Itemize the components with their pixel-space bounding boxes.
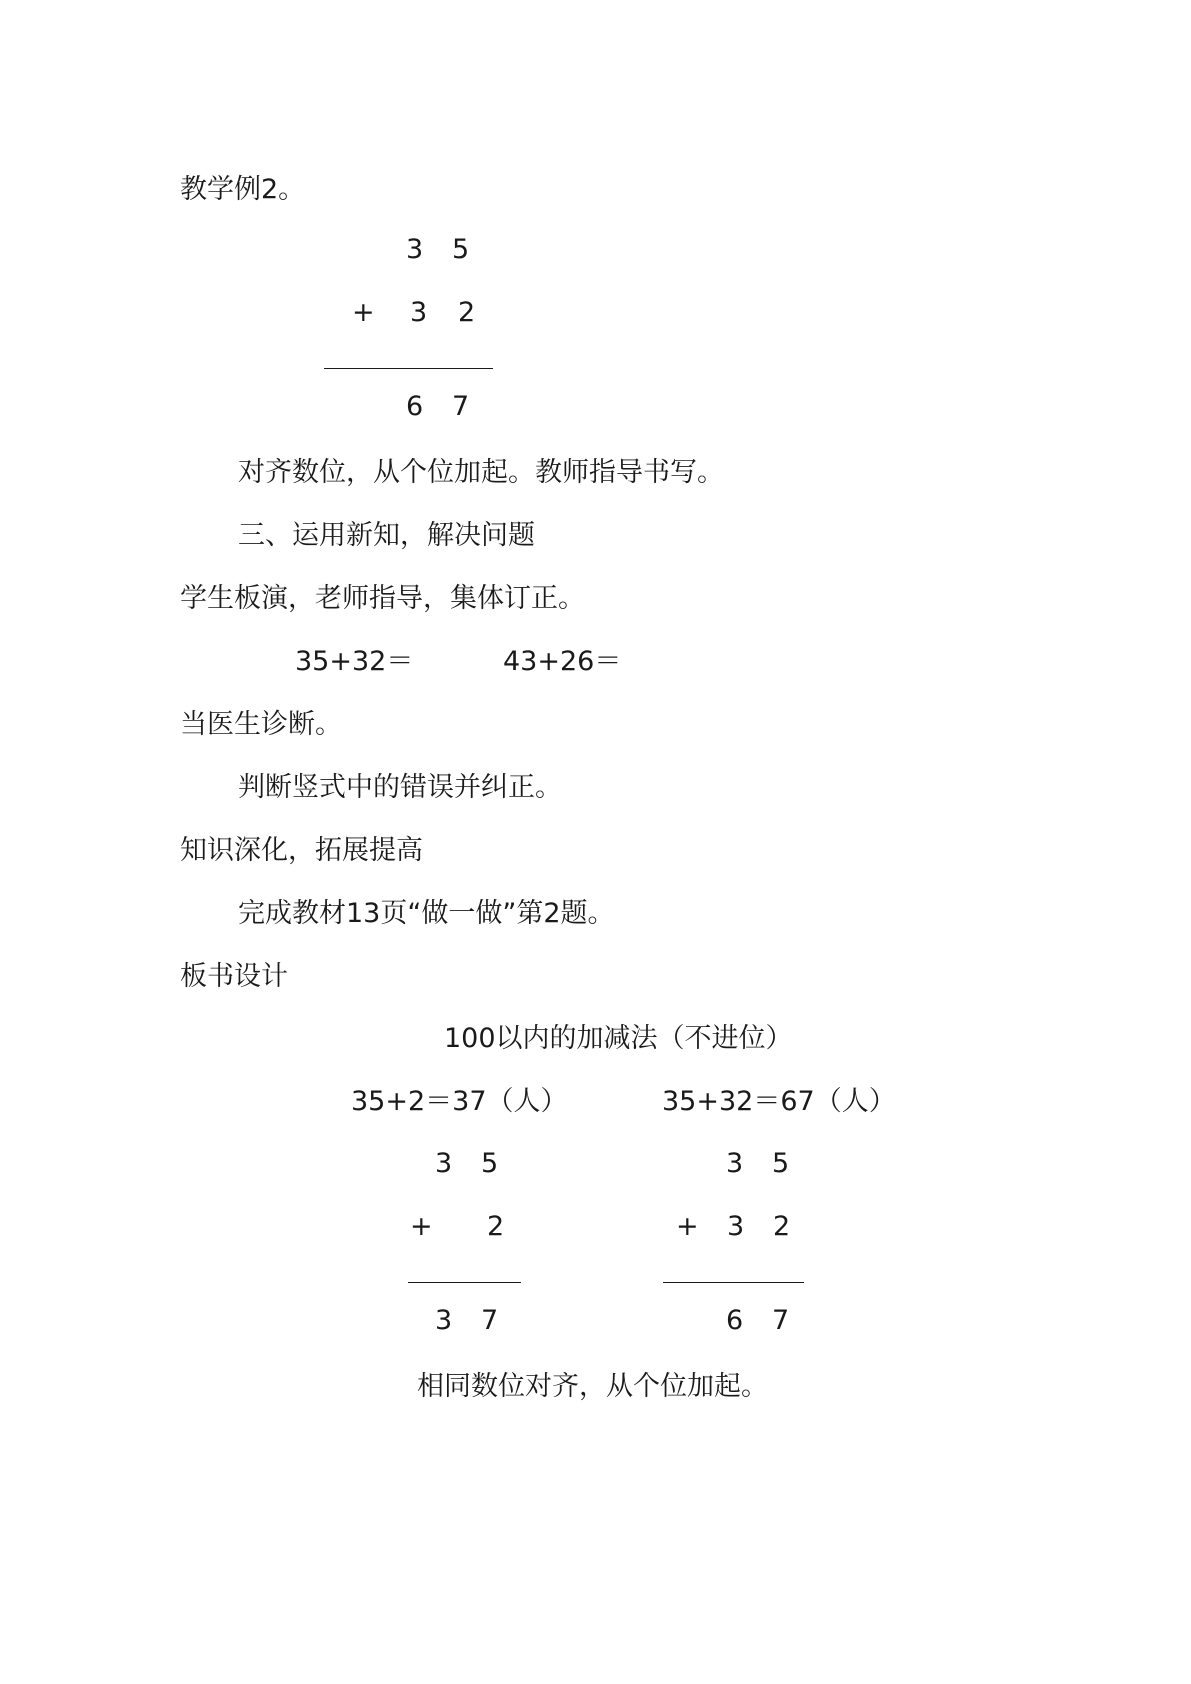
digit: 3	[726, 1148, 744, 1179]
digit: 2	[773, 1211, 791, 1242]
digit: 3	[410, 297, 428, 328]
plus-sign: +	[410, 1211, 433, 1242]
sum-line	[324, 368, 493, 369]
digit: 2	[458, 297, 476, 328]
judge-text: 判断竖式中的错误并纠正。	[238, 772, 562, 803]
sum-line	[663, 1282, 804, 1283]
digit: 7	[452, 391, 470, 422]
plus-sign: +	[352, 297, 375, 328]
digit: 5	[452, 234, 470, 265]
plus-sign: +	[676, 1211, 699, 1242]
align-note: 对齐数位，从个位加起。教师指导书写。	[238, 457, 724, 488]
textbook-text: 完成教材13页“做一做”第2题。	[238, 898, 615, 929]
example-heading: 教学例2。	[180, 174, 306, 205]
digit: 3	[727, 1211, 745, 1242]
digit: 6	[406, 391, 424, 422]
digit: 6	[726, 1305, 744, 1336]
board-practice-text: 学生板演，老师指导，集体订正。	[180, 583, 585, 614]
section-heading: 三、运用新知，解决问题	[238, 520, 535, 551]
sum-line	[408, 1282, 521, 1283]
board-design-heading: 板书设计	[180, 961, 288, 992]
exercise-a: 35+32＝	[295, 646, 414, 677]
board-equation-1: 35+2＝37（人）	[351, 1086, 568, 1117]
digit: 3	[435, 1148, 453, 1179]
board-equation-2: 35+32＝67（人）	[662, 1086, 896, 1117]
digit: 7	[772, 1305, 790, 1336]
digit: 7	[481, 1305, 499, 1336]
board-summary: 相同数位对齐，从个位加起。	[417, 1371, 768, 1402]
board-title: 100以内的加减法（不进位）	[444, 1023, 793, 1054]
digit: 5	[772, 1148, 790, 1179]
deepen-heading: 知识深化，拓展提高	[180, 835, 423, 866]
doctor-text: 当医生诊断。	[180, 709, 342, 740]
digit: 3	[435, 1305, 453, 1336]
digit: 2	[487, 1211, 505, 1242]
digit: 5	[481, 1148, 499, 1179]
digit: 3	[406, 234, 424, 265]
exercise-b: 43+26＝	[503, 646, 622, 677]
